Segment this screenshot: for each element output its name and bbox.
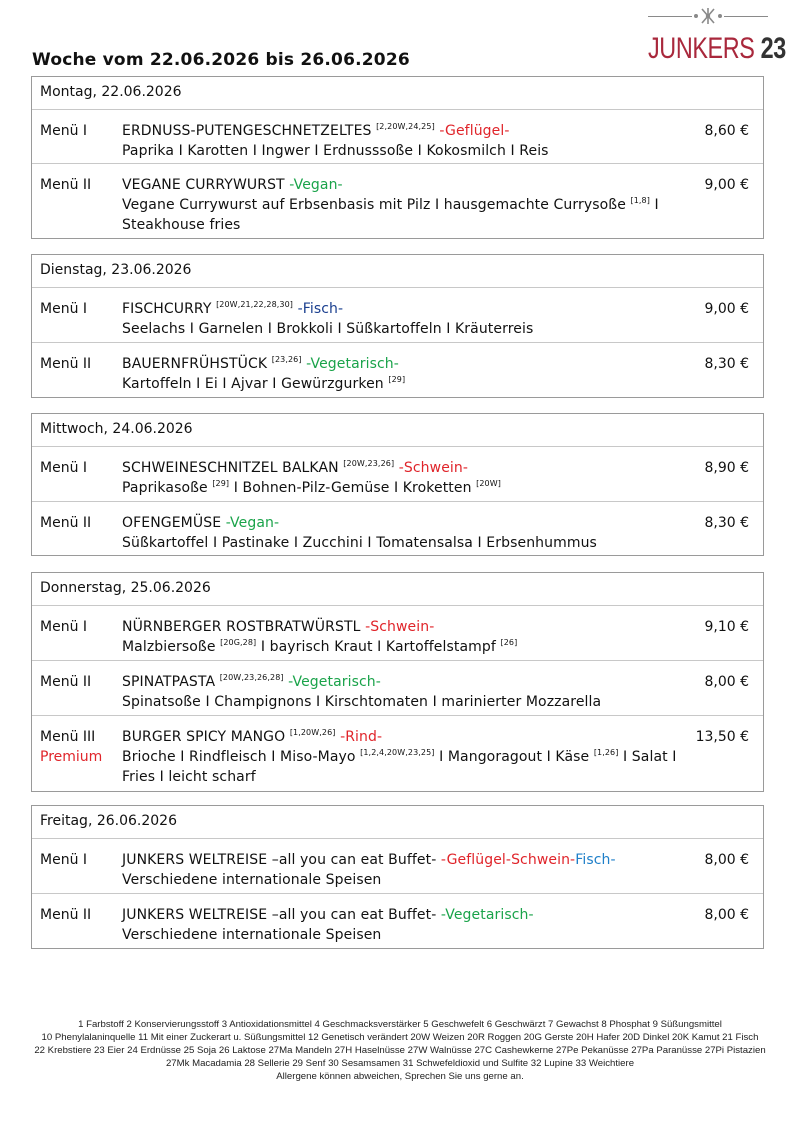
dish — [122, 727, 702, 787]
dish-name: BAUERNFRÜHSTÜCK — [122, 356, 268, 372]
logo-text: JUNKERS — [648, 32, 755, 65]
price: 8,30 € — [704, 356, 749, 372]
price: 8,00 € — [704, 852, 749, 868]
menu-row — [32, 343, 763, 397]
dish-description: Seelachs I Garnelen I Brokkoli I Süßkartoffeln I Kräuterreis — [122, 321, 534, 337]
dish-tag: -Schwein- — [398, 460, 469, 476]
dish-tag: -Schwein- — [365, 619, 435, 635]
dish-description: Verschiedene internationale Speisen — [122, 927, 382, 943]
menu-row — [32, 716, 763, 791]
logo-dot-right — [718, 14, 722, 18]
dish-name: NÜRNBERGER ROSTBRATWÜRSTL — [122, 619, 361, 635]
menu-row — [32, 164, 763, 238]
dish — [122, 617, 692, 657]
dish-tag: -Vegetarisch- — [288, 674, 381, 690]
legend-note: Allergene können abweichen, Sprechen Sie uns gerne an. — [276, 1071, 524, 1082]
dish-tag: -Vegan- — [225, 515, 280, 531]
dish-tag: -Geflügel-Schwein- — [440, 852, 576, 868]
allergen-codes: [1,8] — [630, 196, 650, 205]
allergen-codes: [1,26] — [593, 748, 619, 757]
day-heading: Dienstag, 23.06.2026 — [32, 255, 763, 288]
legend-line: 27Mk Macadamia 28 Sellerie 29 Senf 30 Sesamsamen 31 Schwefeldioxid und Sulfite 32 Lupine 33 Weichtiere — [165, 1058, 635, 1069]
allergen-codes: [1,2,4,20W,23,25] — [360, 748, 435, 757]
menu-row — [32, 502, 763, 555]
dish-name: JUNKERS WELTREISE –all you can eat Buffet- — [122, 852, 437, 868]
menu-number: Menü III — [40, 729, 96, 745]
dish-description: Malzbiersoße — [122, 639, 216, 655]
menu-label: Menü II — [40, 356, 92, 372]
menu-row — [32, 288, 763, 343]
dish — [122, 121, 692, 161]
dish-tag: -Vegetarisch- — [306, 356, 399, 372]
menu-label: Menü II — [40, 674, 92, 690]
logo-line-left — [648, 16, 692, 17]
price: 8,60 € — [704, 123, 749, 139]
price: 9,00 € — [704, 301, 749, 317]
fan-icon — [698, 6, 718, 26]
allergen-codes: [23,26] — [271, 355, 302, 364]
dish-description-cont: I Bohnen-Pilz-Gemüse I Kroketten — [229, 480, 472, 496]
menu-label: Menü II — [40, 515, 92, 531]
dish — [122, 458, 692, 498]
day-block-thursday — [31, 572, 764, 792]
allergen-codes: [29] — [388, 375, 406, 384]
dish-description: Vegane Currywurst auf Erbsenbasis mit Pilz I hausgemachte Currysoße — [122, 197, 626, 213]
logo-line-right — [724, 16, 768, 17]
premium-label: Premium — [40, 749, 103, 765]
menu-label: Menü II — [40, 177, 92, 193]
menu-label: Menü I — [40, 619, 88, 635]
menu-label: Menü I — [40, 123, 88, 139]
dish — [122, 513, 692, 553]
dish-description-cont: I Mangoragout I Käse — [434, 749, 590, 765]
dish — [122, 299, 692, 339]
dish-name: SCHWEINESCHNITZEL BALKAN — [122, 460, 339, 476]
price: 8,00 € — [704, 907, 749, 923]
dish-description-cont: I — [649, 197, 659, 213]
day-heading: Donnerstag, 25.06.2026 — [32, 573, 763, 606]
allergen-codes: [20W,21,22,28,30] — [216, 300, 294, 309]
dish-description-cont: I bayrisch Kraut I Kartoffelstampf — [256, 639, 496, 655]
price: 13,50 € — [695, 729, 749, 745]
dish-tag: -Rind- — [340, 729, 383, 745]
price: 9,00 € — [704, 177, 749, 193]
dish — [122, 354, 692, 394]
day-heading: Mittwoch, 24.06.2026 — [32, 414, 763, 447]
menu-label — [40, 727, 102, 767]
dish-description-line3: Steakhouse fries — [122, 217, 241, 233]
allergen-legend — [20, 1018, 780, 1083]
dish — [122, 905, 712, 945]
dish-name: ERDNUSS-PUTENGESCHNETZELTES — [122, 123, 372, 139]
dish-description: Brioche I Rindfleisch I Miso-Mayo — [122, 749, 356, 765]
allergen-codes: [2,20W,24,25] — [376, 122, 435, 131]
day-block-friday — [31, 805, 764, 949]
dish-description: Paprikasoße — [122, 480, 208, 496]
menu-row — [32, 894, 763, 948]
menu-label: Menü I — [40, 301, 88, 317]
day-heading: Freitag, 26.06.2026 — [32, 806, 763, 839]
menu-row — [32, 447, 763, 502]
legend-line: 1 Farbstoff 2 Konservierungsstoff 3 Antioxidationsmittel 4 Geschmacksverstärker 5 Geschwefelt 6 Geschwärzt 7 Gewachst 8 Phosphat 9 Süßungsmittel — [78, 1019, 722, 1030]
allergen-codes: [20G,28] — [220, 638, 257, 647]
dish-description: Spinatsoße I Champignons I Kirschtomaten I marinierter Mozzarella — [122, 694, 602, 710]
dish-description: Kartoffeln I Ei I Ajvar I Gewürzgurken — [122, 376, 384, 392]
dish-tag: -Vegan- — [289, 177, 343, 193]
allergen-codes: [1,20W,26] — [289, 728, 336, 737]
menu-row — [32, 839, 763, 894]
dish-name: VEGANE CURRYWURST — [122, 177, 285, 193]
dish-description-cont2: I Salat I — [618, 749, 677, 765]
allergen-codes: [26] — [500, 638, 518, 647]
dish-description: Süßkartoffel I Pastinake I Zucchini I Tomatensalsa I Erbsenhummus — [122, 535, 597, 551]
dish-description: Verschiedene internationale Speisen — [122, 872, 382, 888]
allergen-codes: [20W,23,26,28] — [219, 673, 284, 682]
allergen-codes: [20W] — [476, 479, 501, 488]
dish-tag: -Fisch- — [297, 301, 344, 317]
menu-label: Menü I — [40, 852, 88, 868]
day-block-monday — [31, 76, 764, 239]
price: 9,10 € — [704, 619, 749, 635]
dish-tag: -Vegetarisch- — [440, 907, 534, 923]
menu-row — [32, 606, 763, 661]
dish-name: JUNKERS WELTREISE –all you can eat Buffet- — [122, 907, 437, 923]
day-heading: Montag, 22.06.2026 — [32, 77, 763, 110]
dish — [122, 672, 692, 712]
week-title: Woche vom 22.06.2026 bis 26.06.2026 — [32, 50, 410, 70]
menu-row — [32, 661, 763, 716]
day-block-wednesday — [31, 413, 764, 556]
price: 8,30 € — [704, 515, 749, 531]
dish-tag-fisch: Fisch- — [575, 852, 616, 868]
dish — [122, 175, 702, 235]
price: 8,90 € — [704, 460, 749, 476]
menu-label: Menü I — [40, 460, 88, 476]
dish-description-line3: Fries I leicht scharf — [122, 769, 256, 785]
legend-line: 10 Phenylalaninquelle 11 Mit einer Zuckerart u. Süßungsmittel 12 Genetisch verändert 20W Weizen 20R Roggen 20G Gerste 20H Hafer 20D Dinkel 20K Kamut 21 Fisch — [41, 1032, 759, 1043]
allergen-codes: [29] — [212, 479, 230, 488]
menu-row — [32, 110, 763, 164]
dish-name: SPINATPASTA — [122, 674, 216, 690]
price: 8,00 € — [704, 674, 749, 690]
dish-tag: -Geflügel- — [439, 123, 510, 139]
dish-name: BURGER SPICY MANGO — [122, 729, 286, 745]
allergen-codes: [20W,23,26] — [343, 459, 395, 468]
dish-name: FISCHCURRY — [122, 301, 212, 317]
junkers-logo — [648, 4, 786, 66]
dish — [122, 850, 712, 890]
logo-number: 23 — [760, 32, 786, 65]
logo-wordmark — [648, 32, 786, 66]
day-block-tuesday — [31, 254, 764, 398]
menu-label: Menü II — [40, 907, 92, 923]
legend-line: 22 Krebstiere 23 Eier 24 Erdnüsse 25 Soja 26 Laktose 27Ma Mandeln 27H Haselnüsse 27W Walnüsse 27C Cashewkerne 27Pe Pekanüsse 27Pa Paranüsse 27Pi Pistazien — [34, 1045, 766, 1056]
dish-name: OFENGEMÜSE — [122, 515, 222, 531]
dish-description: Paprika I Karotten I Ingwer I Erdnusssoße I Kokosmilch I Reis — [122, 143, 549, 159]
